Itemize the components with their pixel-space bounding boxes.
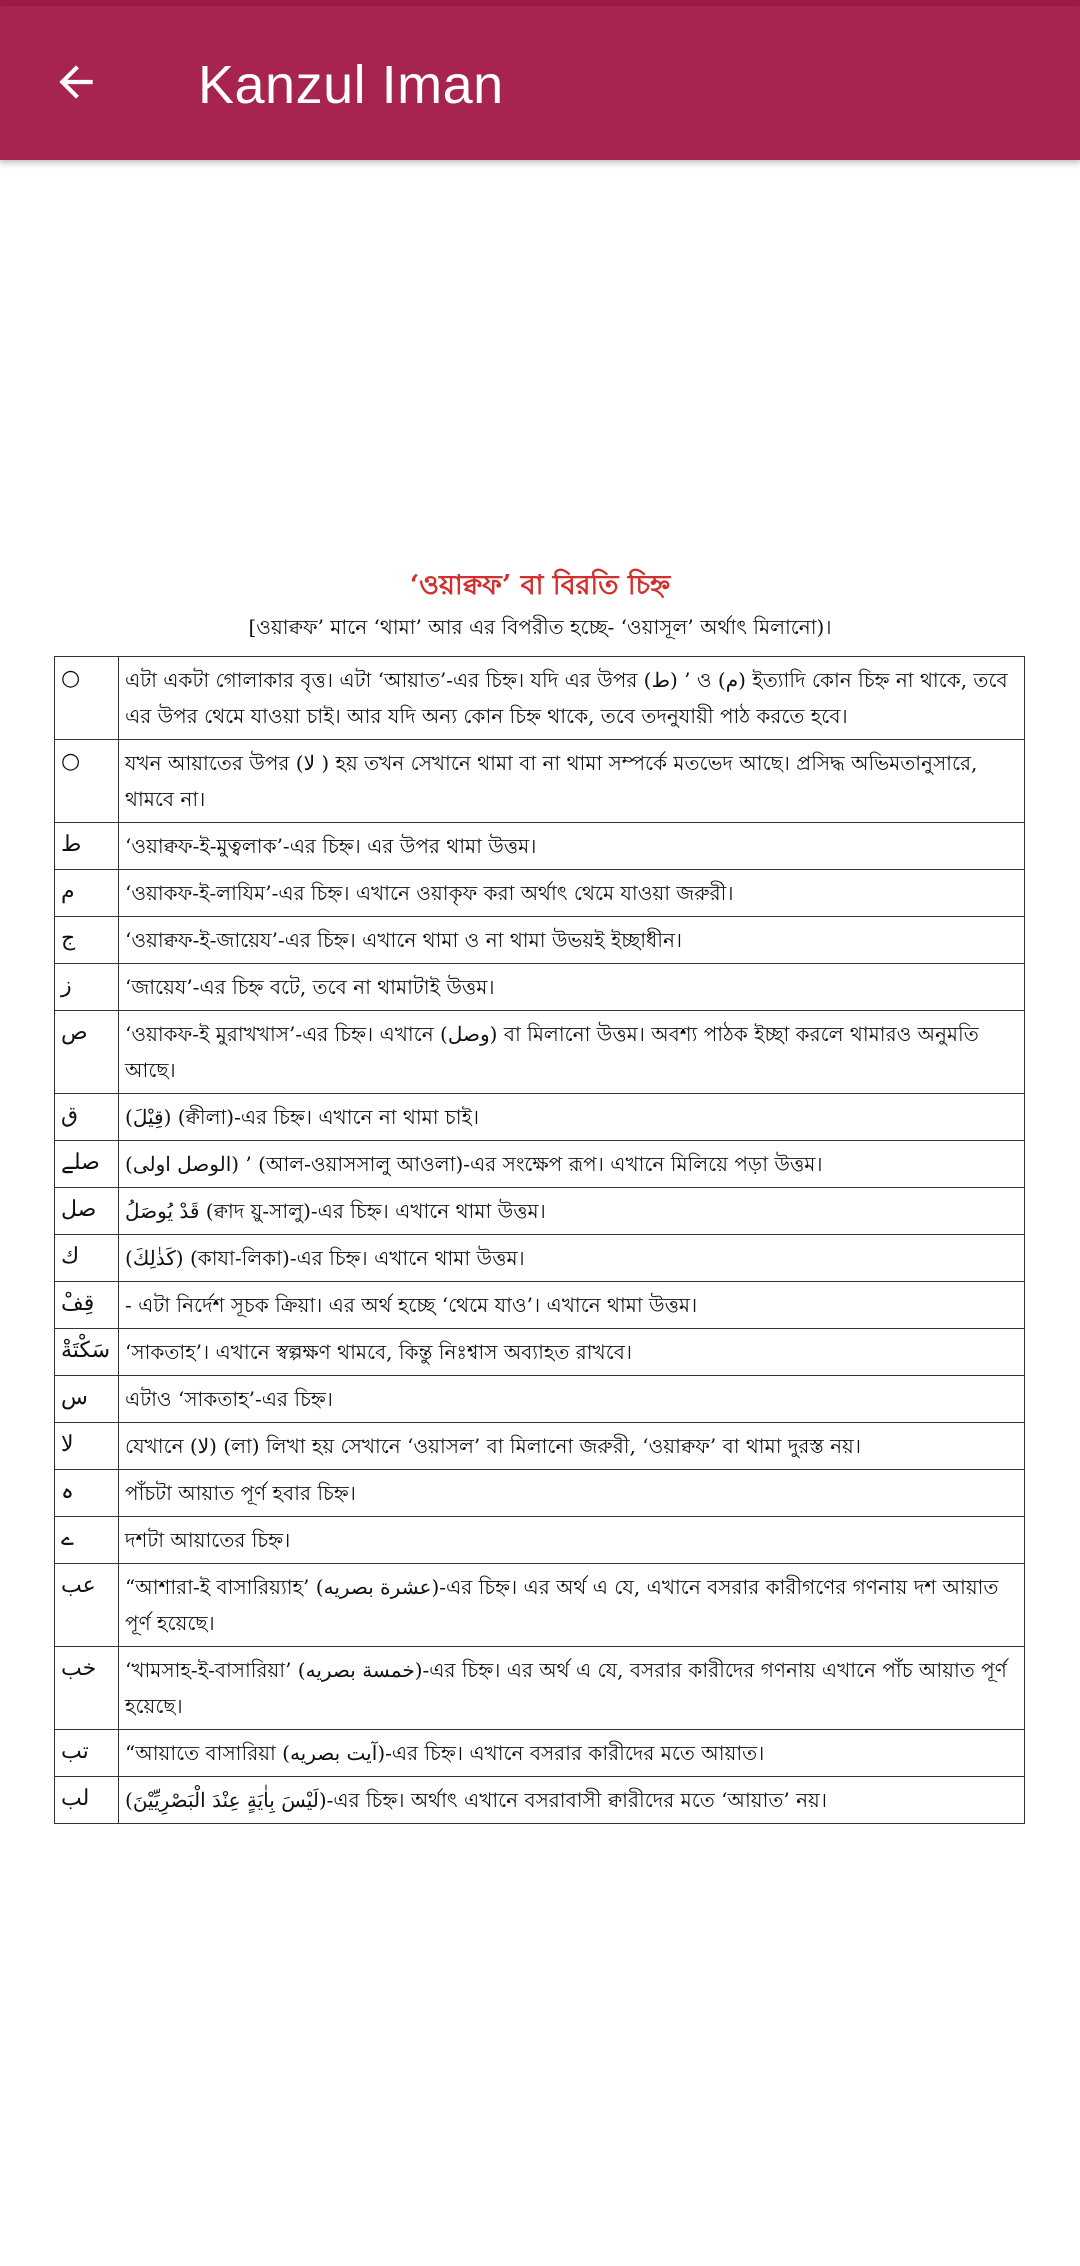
table-row [55,740,1025,823]
sign-description: - এটা নির্দেশ সূচক ক্রিয়া। এর অর্থ হচ্ছে ‘থেমে যাও’। এখানে থামা উত্তম। [119,1282,1025,1329]
sign-description: যখন আয়াতের উপর (لا ) হয় তখন সেখানে থামা বা না থামা সম্পর্কে মতভেদ আছে। প্রসিদ্ধ অভিমতানুসারে, থামবে না। [119,740,1025,823]
table-row [55,1647,1025,1730]
sign-description: ‘সাকতাহ’। এখানে স্বল্পক্ষণ থামবে, কিন্তু নিঃশ্বাস অব্যাহত রাখবে। [119,1329,1025,1376]
arrow-left-icon [51,57,101,107]
back-button[interactable] [40,46,112,118]
table-row [55,1282,1025,1329]
sign-description: “আয়াতে বাসারিয়া (آيت بصريه)-এর চিহ্ন। এখানে বসরার কারীদের মতে আয়াত। [119,1730,1025,1777]
table-row [55,1423,1025,1470]
table-row [55,1235,1025,1282]
sign-symbol: قِفْ [55,1282,119,1329]
table-row [55,870,1025,917]
sign-description: এটা একটা গোলাকার বৃত্ত। এটা ‘আয়াত’-এর চিহ্ন। যদি এর উপর (ط) ’ ও (م) ইত্যাদি কোন চিহ্ন না থাকে, তবে এর উপর থেমে যাওয়া চাই। আর যদি অন্য কোন চিহ্ন থাকে, তবে তদনুযায়ী পাঠ করতে হবে। [119,657,1025,740]
sign-description: ‘ওয়াকফ-ই মুরাখখাস’-এর চিহ্ন। এখানে (وصل) বা মিলানো উত্তম। অবশ্য পাঠক ইচ্ছা করলে থামারও অনুমতি আছে। [119,1011,1025,1094]
sign-symbol: ہ [55,1470,119,1517]
sign-symbol: ز [55,964,119,1011]
sign-symbol: ط [55,823,119,870]
sign-description: যেখানে (لا) (লা) লিখা হয় সেখানে ‘ওয়াসল’ বা মিলানো জরুরী, ‘ওয়াক্বফ’ বা থামা দুরস্ত নয়। [119,1423,1025,1470]
sign-symbol: لا [55,1423,119,1470]
sign-symbol: ص [55,1011,119,1094]
table-row [55,1094,1025,1141]
sign-description: ‘জায়েয’-এর চিহ্ন বটে, তবে না থামাটাই উত্তম। [119,964,1025,1011]
sign-rows [55,657,1025,1824]
table-row [55,917,1025,964]
sign-symbol: ق [55,1094,119,1141]
sign-symbol: خب [55,1647,119,1730]
table-row [55,1564,1025,1647]
table-row [55,1470,1025,1517]
table-row [55,964,1025,1011]
table-row [55,823,1025,870]
sign-description: দশটা আয়াতের চিহ্ন। [119,1517,1025,1564]
sign-symbol: صلے [55,1141,119,1188]
table-row [55,657,1025,740]
sign-description: (قِيْلَ) (ক্বীলা)-এর চিহ্ন। এখানে না থামা চাই। [119,1094,1025,1141]
table-row [55,1517,1025,1564]
sign-symbol: لب [55,1777,119,1824]
sign-symbol: ے [55,1517,119,1564]
sign-description: (كَذٰلِكَ) (কাযা-লিকা)-এর চিহ্ন। এখানে থামা উত্তম। [119,1235,1025,1282]
sign-symbol: ○ [55,657,119,740]
app-title: Kanzul Iman [198,55,504,115]
sign-symbol: سَكْتَةْ [55,1329,119,1376]
sign-symbol: صل [55,1188,119,1235]
sign-description: ‘ওয়াক্বফ-ই-জায়েয’-এর চিহ্ন। এখানে থামা ও না থামা উভয়ই ইচ্ছাধীন। [119,917,1025,964]
document-subtitle: [ওয়াক্বফ’ মানে ‘থামা’ আর এর বিপরীত হচ্ছে- ‘ওয়াসূল’ অর্থাৎ মিলানো)। [248,615,832,639]
table-row [55,1188,1025,1235]
table-row [55,1141,1025,1188]
sign-description: ‘খামসাহ-ই-বাসারিয়া’ (خمسة بصريه)-এর চিহ্ন। এর অর্থ এ যে, বসরার কারীদের গণনায় এখানে পাঁচ আয়াত পূর্ণ হয়েছে। [119,1647,1025,1730]
table-row [55,1730,1025,1777]
sign-description: (الوصل اولى) ’ (আল-ওয়াসসালু আওলা)-এর সংক্ষেপ রূপ। এখানে মিলিয়ে পড়া উত্তম। [119,1141,1025,1188]
document-title: ‘ওয়াক্বফ’ বা বিরতি চিহ্ন [409,570,671,601]
table-row [55,1329,1025,1376]
sign-description: ‘ওয়াকফ-ই-লাযিম’-এর চিহ্ন। এখানে ওয়াকৃফ করা অর্থাৎ থেমে যাওয়া জরুরী। [119,870,1025,917]
sign-symbol: م [55,870,119,917]
sign-description: পাঁচটা আয়াত পূর্ণ হবার চিহ্ন। [119,1470,1025,1517]
sign-description: (لَيْسَ بِاٰيَةٍ عِنْدَ الْبَصْرِيِّيْنَ)-এর চিহ্ন। অর্থাৎ এখানে বসরাবাসী ক্বারীদের মতে ‘আয়াত’ নয়। [119,1777,1025,1824]
sign-symbol: ج [55,917,119,964]
sign-description: قَدْ يُوصَلُ (ক্বাদ য়ু-সালু)-এর চিহ্ন। এখানে থামা উত্তম। [119,1188,1025,1235]
sign-symbol: ك [55,1235,119,1282]
table-row [55,1777,1025,1824]
sign-symbol: س [55,1376,119,1423]
sign-symbol: عب [55,1564,119,1647]
sign-description: এটাও ‘সাকতাহ’-এর চিহ্ন। [119,1376,1025,1423]
sign-symbol: ○ [55,740,119,823]
waqf-signs-table [54,656,1025,1824]
sign-description: ‘ওয়াক্বফ-ই-মুত্বলাক’-এর চিহ্ন। এর উপর থামা উত্তম। [119,823,1025,870]
app-bar [0,6,1080,160]
sign-symbol: تب [55,1730,119,1777]
sign-description: “আশারা-ই বাসারিয়্যাহ’ (عشرة بصريه)-এর চিহ্ন। এর অর্থ এ যে, এখানে বসরার কারীগণের গণনায় দশ আয়াত পূর্ণ হয়েছে। [119,1564,1025,1647]
table-row [55,1011,1025,1094]
table-row [55,1376,1025,1423]
